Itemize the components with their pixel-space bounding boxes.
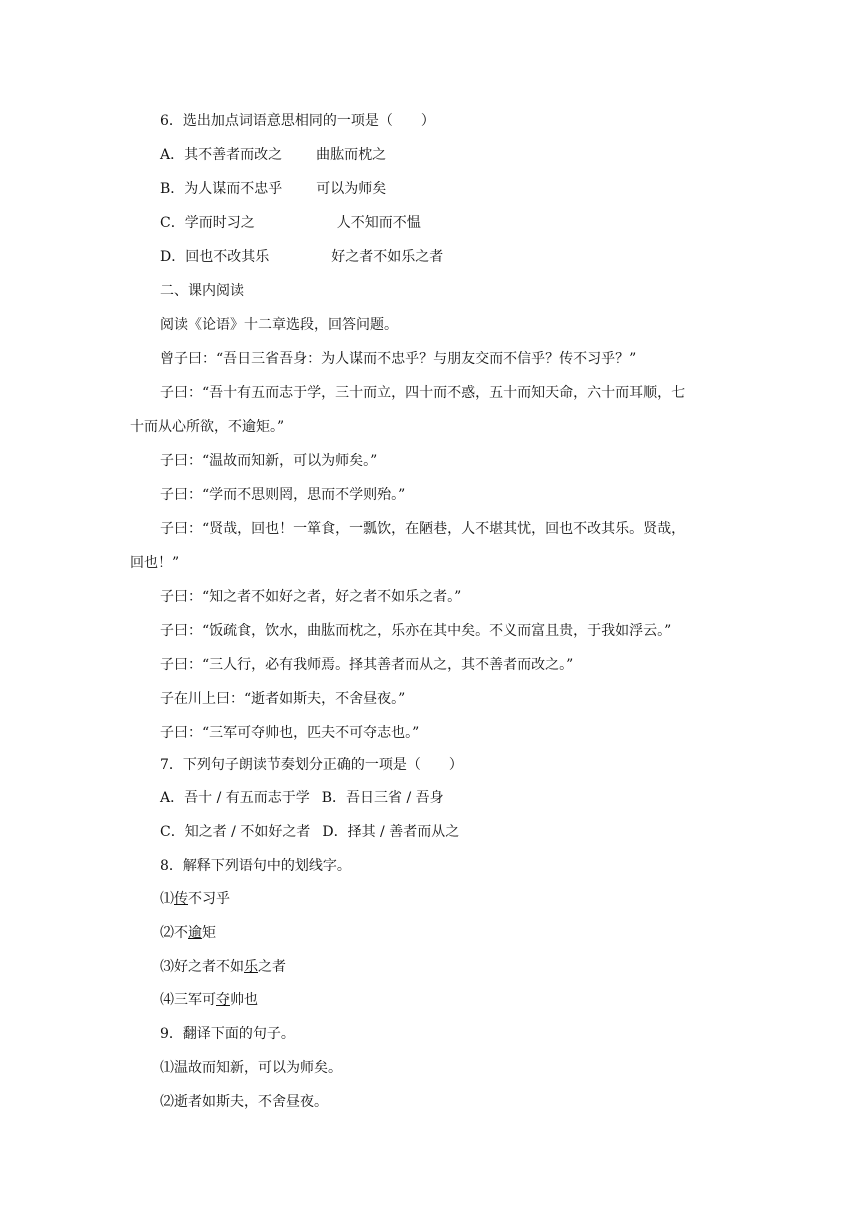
item-number: ⑵ [160, 925, 174, 941]
option-left-text: 其不善者而改之 [184, 147, 283, 163]
underlined-character: 逾 [188, 925, 202, 941]
question-7-stem: 7．下列句子朗读节奏划分正确的一项是（ ） [160, 757, 463, 773]
question-7-options-row-1 [160, 789, 765, 807]
passage-line: 回也！” [130, 555, 180, 571]
option-text: 择其 / 善者而从之 [347, 824, 460, 840]
item-number: ⑴ [160, 1060, 174, 1076]
option-label: B． [160, 181, 185, 197]
item-text-before: 好之者不如 [174, 959, 244, 975]
option-left-text: 学而时习之 [184, 215, 255, 231]
passage-line: 子在川上曰：“逝者如斯夫，不舍昼夜。” [160, 691, 406, 707]
section-heading: 二、课内阅读 [160, 283, 244, 299]
item-text: 逝者如斯夫，不舍昼夜。 [174, 1094, 328, 1110]
question-6-stem: 6．选出加点词语意思相同的一项是（ ） [160, 113, 435, 129]
question-6-option-d [160, 248, 765, 266]
option-label: C． [160, 824, 185, 840]
item-number: ⑶ [160, 959, 174, 975]
passage-line: 子曰：“三人行，必有我师焉。择其善者而从之，其不善者而改之。” [160, 657, 574, 673]
item-text: 温故而知新，可以为师矣。 [174, 1060, 342, 1076]
question-8-item-2 [160, 924, 765, 942]
option-text: 吾十 / 有五而志于学 [184, 790, 310, 806]
passage-line: 子曰：“吾十有五而志于学，三十而立，四十而不惑，五十而知天命，六十而耳顺，七 [160, 385, 686, 401]
passage-line: 子曰：“学而不思则罔，思而不学则殆。” [160, 487, 406, 503]
option-label: C． [160, 215, 185, 231]
passage-line: 子曰：“三军可夺帅也，匹夫不可夺志也。” [160, 725, 420, 741]
question-8-item-1 [160, 890, 765, 908]
underlined-character: 传 [174, 891, 188, 907]
underlined-character: 夺 [216, 992, 230, 1008]
item-number: ⑴ [160, 891, 174, 907]
item-text-before: 三军可 [174, 992, 216, 1008]
passage-line: 子曰：“知之者不如好之者，好之者不如乐之者。” [160, 589, 462, 605]
passage-line: 曾子曰：“吾日三省吾身：为人谋而不忠乎？与朋友交而不信乎？传不习乎？” [160, 351, 637, 367]
option-text: 吾日三省 / 吾身 [346, 790, 444, 806]
passage-line: 子曰：“饭疏食，饮水，曲肱而枕之，乐亦在其中矣。不义而富且贵，于我如浮云。” [160, 623, 672, 639]
underlined-character: 乐 [244, 959, 258, 975]
option-label: A． [160, 790, 185, 806]
item-text-after: 帅也 [230, 992, 258, 1008]
question-6-option-a [160, 146, 765, 164]
option-label: A． [160, 147, 185, 163]
option-right-text: 人不知而不愠 [336, 215, 421, 231]
question-8-stem: 8．解释下列语句中的划线字。 [160, 858, 351, 874]
question-9-item-1 [160, 1059, 765, 1077]
item-number: ⑵ [160, 1094, 174, 1110]
item-text-after: 之者 [258, 959, 286, 975]
passage-line: 子曰：“贤哉，回也！一箪食，一瓢饮，在陋巷，人不堪其忧，回也不改其乐。贤哉， [160, 521, 686, 537]
question-9-item-2 [160, 1093, 765, 1111]
option-right-text: 好之者不如乐之者 [331, 249, 444, 265]
question-8-item-4 [160, 991, 765, 1009]
question-6-option-b [160, 180, 765, 198]
passage-line: 十而从心所欲，不逾矩。” [130, 419, 285, 435]
option-label: D． [322, 824, 348, 840]
section-intro: 阅读《论语》十二章选段，回答问题。 [160, 317, 398, 333]
question-9-stem: 9．翻译下面的句子。 [160, 1026, 295, 1042]
item-text-before: 不 [174, 925, 188, 941]
question-6-option-c [160, 214, 765, 232]
option-label: B． [321, 790, 347, 806]
option-left-text: 回也不改其乐 [185, 249, 270, 265]
item-text-after: 矩 [202, 925, 216, 941]
question-8-item-3 [160, 958, 765, 976]
option-right-text: 曲肱而枕之 [316, 147, 387, 163]
item-number: ⑷ [160, 992, 174, 1008]
question-7-options-row-2 [160, 823, 765, 841]
option-right-text: 可以为师矣 [316, 181, 387, 197]
item-text-after: 不习乎 [188, 891, 230, 907]
option-label: D． [160, 249, 186, 265]
passage-line: 子曰：“温故而知新，可以为师矣。” [160, 453, 378, 469]
option-text: 知之者 / 不如好之者 [184, 824, 311, 840]
option-left-text: 为人谋而不忠乎 [184, 181, 283, 197]
